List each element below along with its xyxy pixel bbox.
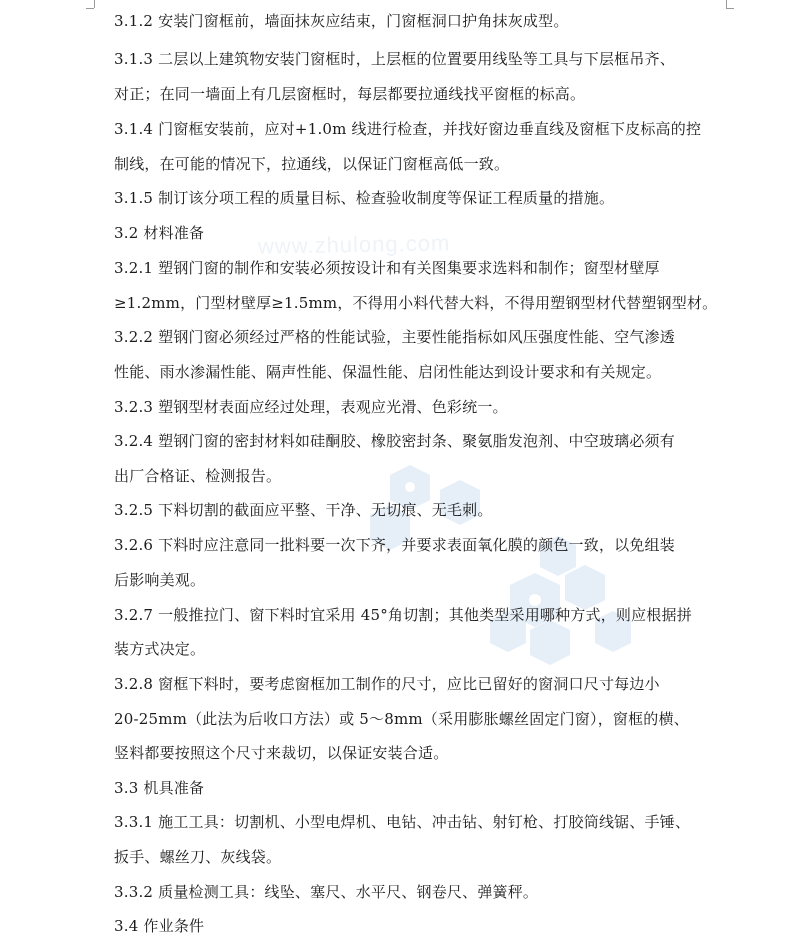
text-line: 3.2.7 一般推拉门、窗下料时宜采用 45°角切割；其他类型采用哪种方式，则应根据拼	[114, 606, 692, 624]
text-line: 竖料都要按照这个尺寸来裁切，以保证安装合适。	[114, 744, 449, 762]
text-line: 3.1.5 制订该分项工程的质量目标、检查验收制度等保证工程质量的措施。	[114, 189, 615, 207]
page-corner-mark-right-horizontal	[726, 8, 734, 9]
text-line: 装方式决定。	[114, 640, 206, 658]
text-line: 3.2.1 塑钢门窗的制作和安装必须按设计和有关图集要求选料和制作；窗型材壁厚	[114, 259, 660, 277]
section-heading: 3.3 机具准备	[114, 779, 205, 797]
section-heading: 3.4 作业条件	[114, 917, 205, 934]
text-line: 3.2.4 塑钢门窗的密封材料如硅酮胶、橡胶密封条、聚氨脂发泡剂、中空玻璃必须有	[114, 432, 675, 450]
page-corner-mark-left-horizontal	[86, 8, 94, 9]
text-line: 性能、雨水渗漏性能、隔声性能、保温性能、启闭性能达到设计要求和有关规定。	[114, 363, 662, 381]
text-line: 3.1.4 门窗框安装前，应对+1.0m 线进行检查，并找好窗边垂直线及窗框下皮标高的控	[114, 120, 702, 138]
text-line: 3.3.2 质量检测工具：线坠、塞尺、水平尺、钢卷尺、弹簧秤。	[114, 883, 539, 901]
text-line: 3.2.5 下料切割的截面应平整、干净、无切痕、无毛刺。	[114, 501, 493, 519]
page-corner-mark-left	[94, 0, 95, 8]
watermark-text: www.zhulong.com	[257, 230, 451, 259]
text-line: 3.1.2 安装门窗框前，墙面抹灰应结束，门窗框洞口护角抹灰成型。	[114, 12, 569, 30]
text-line: 3.1.3 二层以上建筑物安装门窗框时，上层框的位置要用线坠等工具与下层框吊齐、	[114, 50, 675, 68]
text-line: 3.3.1 施工工具：切割机、小型电焊机、电钻、冲击钻、射钉枪、打胶筒线锯、手锤、	[114, 813, 691, 831]
section-heading: 3.2 材料准备	[114, 224, 205, 242]
text-line: 对正；在同一墙面上有几层窗框时，每层都要拉通线找平窗框的标高。	[114, 85, 586, 103]
text-line: 3.2.6 下料时应注意同一批料要一次下齐，并要求表面氧化膜的颜色一致，以免组装	[114, 536, 675, 554]
text-line: 20-25mm（此法为后收口方法）或 5～8mm（采用膨胀螺丝固定门窗），窗框的横、	[114, 710, 689, 728]
text-line: 制线，在可能的情况下，拉通线，以保证门窗框高低一致。	[114, 155, 510, 173]
text-line: 3.2.2 塑钢门窗必须经过严格的性能试验，主要性能指标如风压强度性能、空气渗透	[114, 328, 675, 346]
text-line: 3.2.3 塑钢型材表面应经过处理，表观应光滑、色彩统一。	[114, 398, 508, 416]
text-line: ≥1.2mm，门型材壁厚≥1.5mm，不得用小料代替大料，不得用塑钢型材代替塑钢型材。	[114, 294, 718, 312]
text-line: 后影响美观。	[114, 571, 206, 589]
text-line: 3.2.8 窗框下料时，要考虑窗框加工制作的尺寸，应比已留好的窗洞口尺寸每边小	[114, 675, 660, 693]
text-line: 出厂合格证、检测报告。	[114, 467, 282, 485]
watermark-logo-icon	[360, 455, 700, 685]
text-line: 扳手、螺丝刀、灰线袋。	[114, 848, 282, 866]
page-corner-mark-right	[726, 0, 727, 8]
